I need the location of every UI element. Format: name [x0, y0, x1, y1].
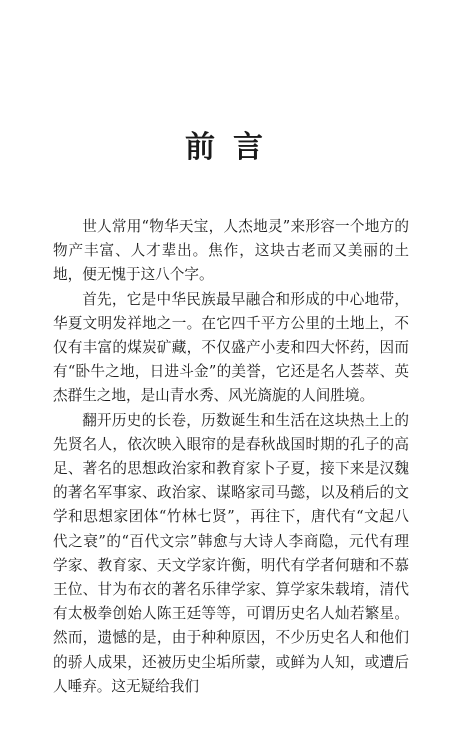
paragraph-1: 世人常用“物华天宝，人杰地灵”来形容一个地方的物产丰富、人才辈出。焦作，这块古老而又美丽的土地，便无愧于这八个字。: [53, 218, 409, 284]
paragraph-2: 首先，它是中华民族最早融合和形成的中心地带，华夏文明发祥地之一。在它四千平方公里的土地上，不仅有丰富的煤炭矿藏，不仅盛产小麦和四大怀药，因而有“卧牛之地，日进斗金”的美誉，它还是名人荟萃、英杰群生之地，是山青水秀、风光旖旎的人间胜境。: [53, 290, 409, 405]
paragraph-3: 翻开历史的长卷，历数诞生和生活在这块热土上的先贤名人，依次映入眼帘的是春秋战国时期的孔子的高足、著名的思想政治家和教育家卜子夏，接下来是汉魏的著名军事家、政治家、谋略家司马懿，以及稍后的文学和思想家团体“竹林七贤”，再往下，唐代有“文起八代之衰”的“百代文宗”韩愈与大诗人李商隐，元代有理学家、教育家、天文学家许衡，明代有学者何瑭和不慕王位、甘为布衣的著名乐律学家、算学家朱载堉，清代有太极拳创始人陈王廷等等，可谓历史名人灿若繁星。然而，遗憾的是，由于种种原因，不少历史名人和他们的骄人成果，还被历史尘垢所蒙，或鲜为人知，或遭后人唾弃。这无疑给我们: [53, 411, 409, 695]
preface-body: [53, 215, 409, 699]
page-title: 前言: [185, 130, 281, 165]
